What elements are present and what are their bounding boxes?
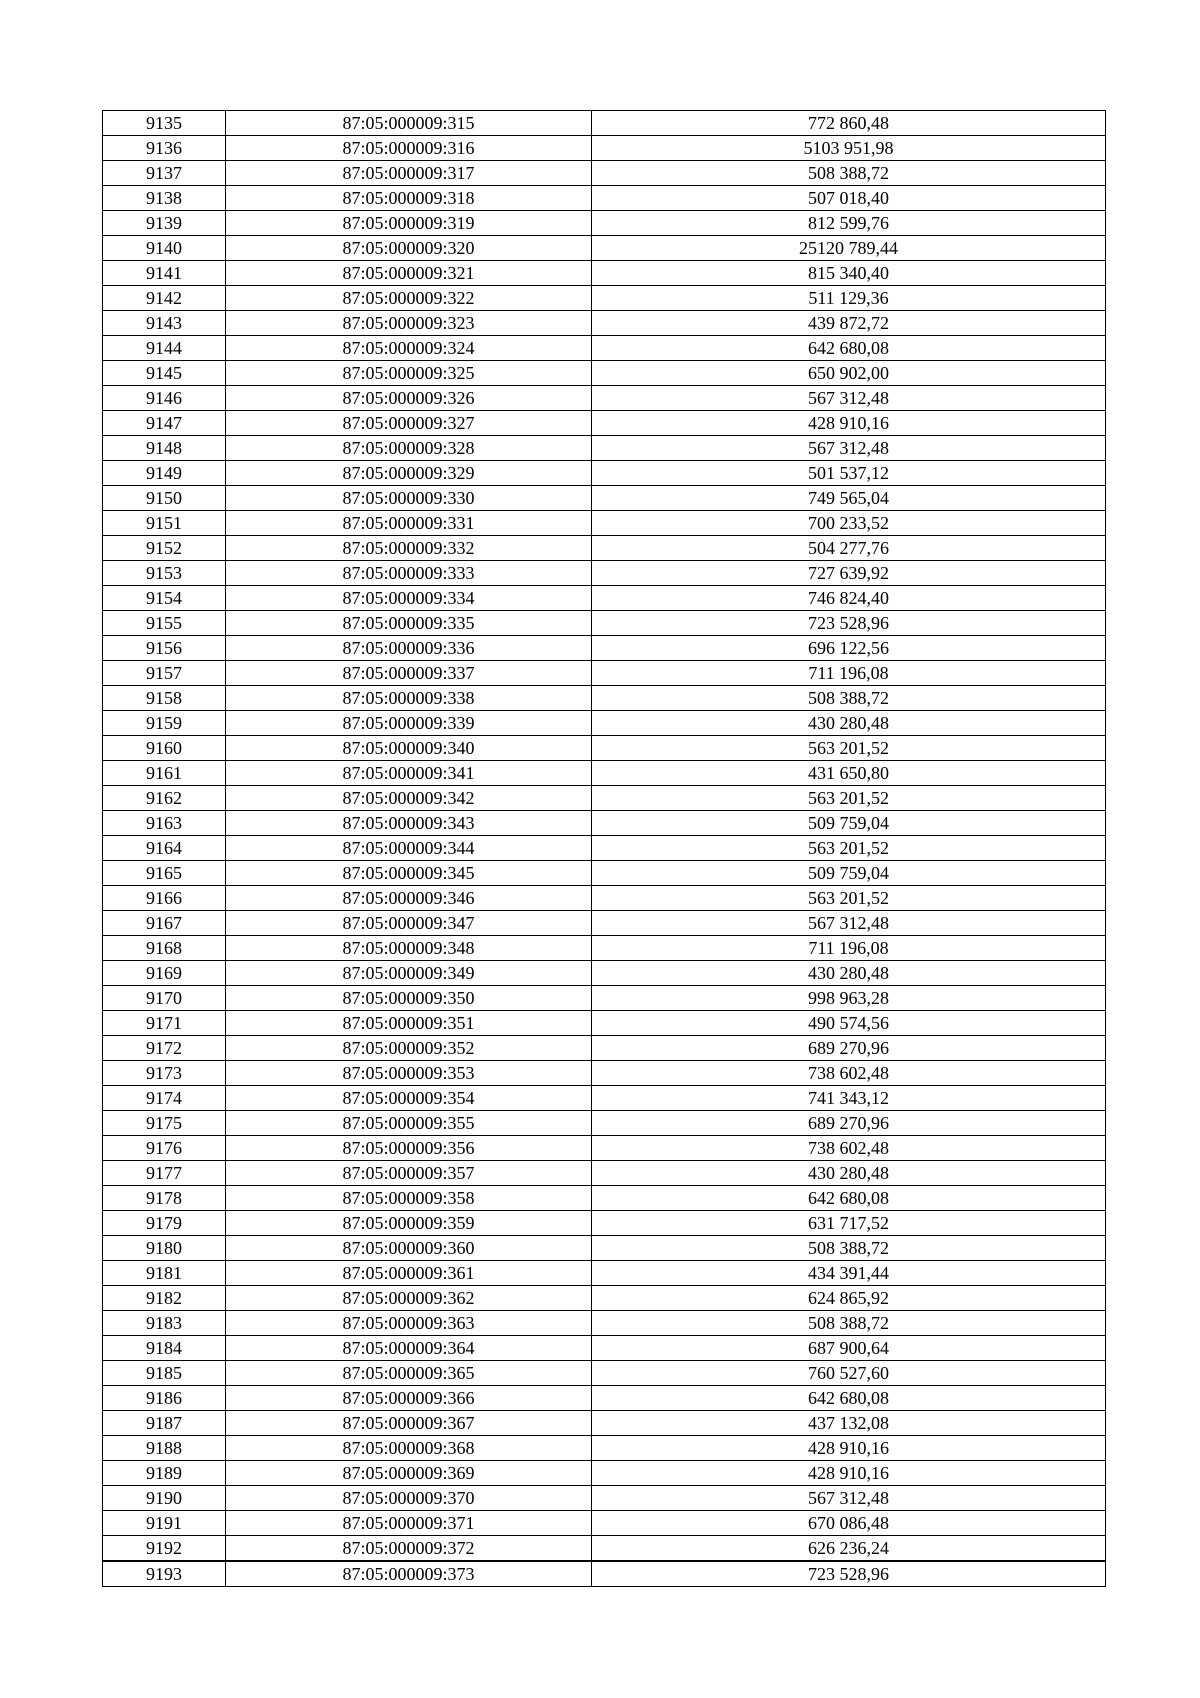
table-row <box>103 1511 1106 1536</box>
row-number-cell: 9142 <box>103 286 226 311</box>
row-number-cell: 9183 <box>103 1311 226 1336</box>
table-row <box>103 336 1106 361</box>
cadastral-number-cell: 87:05:000009:360 <box>226 1236 592 1261</box>
cadastral-value-cell: 727 639,92 <box>592 561 1106 586</box>
cadastral-number-cell: 87:05:000009:332 <box>226 536 592 561</box>
row-number-cell: 9170 <box>103 986 226 1011</box>
table-row <box>103 461 1106 486</box>
cadastral-number-cell: 87:05:000009:331 <box>226 511 592 536</box>
cadastral-value-cell: 711 196,08 <box>592 936 1106 961</box>
row-number-cell: 9172 <box>103 1036 226 1061</box>
cadastral-number-cell: 87:05:000009:339 <box>226 711 592 736</box>
cadastral-value-cell: 437 132,08 <box>592 1411 1106 1436</box>
cadastral-number-cell: 87:05:000009:348 <box>226 936 592 961</box>
row-number-cell: 9136 <box>103 136 226 161</box>
table-row <box>103 1561 1106 1587</box>
cadastral-number-cell: 87:05:000009:328 <box>226 436 592 461</box>
table-row <box>103 386 1106 411</box>
table-row <box>103 361 1106 386</box>
cadastral-number-cell: 87:05:000009:337 <box>226 661 592 686</box>
cadastral-number-cell: 87:05:000009:321 <box>226 261 592 286</box>
row-number-cell: 9135 <box>103 111 226 136</box>
row-number-cell: 9176 <box>103 1136 226 1161</box>
row-number-cell: 9140 <box>103 236 226 261</box>
row-number-cell: 9173 <box>103 1061 226 1086</box>
row-number-cell: 9145 <box>103 361 226 386</box>
cadastral-value-cell: 508 388,72 <box>592 686 1106 711</box>
cadastral-value-cell: 723 528,96 <box>592 611 1106 636</box>
cadastral-number-cell: 87:05:000009:367 <box>226 1411 592 1436</box>
cadastral-number-cell: 87:05:000009:317 <box>226 161 592 186</box>
row-number-cell: 9137 <box>103 161 226 186</box>
cadastral-number-cell: 87:05:000009:350 <box>226 986 592 1011</box>
row-number-cell: 9179 <box>103 1211 226 1236</box>
row-number-cell: 9150 <box>103 486 226 511</box>
row-number-cell: 9164 <box>103 836 226 861</box>
cadastral-number-cell: 87:05:000009:346 <box>226 886 592 911</box>
cadastral-number-cell: 87:05:000009:326 <box>226 386 592 411</box>
cadastral-number-cell: 87:05:000009:325 <box>226 361 592 386</box>
table-row <box>103 836 1106 861</box>
cadastral-number-cell: 87:05:000009:330 <box>226 486 592 511</box>
row-number-cell: 9156 <box>103 636 226 661</box>
cadastral-number-cell: 87:05:000009:363 <box>226 1311 592 1336</box>
table-row <box>103 1536 1106 1562</box>
table-row <box>103 1436 1106 1461</box>
row-number-cell: 9180 <box>103 1236 226 1261</box>
row-number-cell: 9147 <box>103 411 226 436</box>
cadastral-value-cell: 741 343,12 <box>592 1086 1106 1111</box>
row-number-cell: 9151 <box>103 511 226 536</box>
table-row <box>103 861 1106 886</box>
cadastral-value-cell: 711 196,08 <box>592 661 1106 686</box>
row-number-cell: 9192 <box>103 1536 226 1562</box>
row-number-cell: 9165 <box>103 861 226 886</box>
cadastral-value-cell: 696 122,56 <box>592 636 1106 661</box>
row-number-cell: 9149 <box>103 461 226 486</box>
cadastral-number-cell: 87:05:000009:341 <box>226 761 592 786</box>
row-number-cell: 9152 <box>103 536 226 561</box>
cadastral-value-cell: 700 233,52 <box>592 511 1106 536</box>
cadastral-number-cell: 87:05:000009:342 <box>226 786 592 811</box>
cadastral-value-cell: 501 537,12 <box>592 461 1106 486</box>
row-number-cell: 9191 <box>103 1511 226 1536</box>
cadastral-value-cell: 563 201,52 <box>592 836 1106 861</box>
table-row <box>103 1361 1106 1386</box>
cadastral-value-cell: 670 086,48 <box>592 1511 1106 1536</box>
cadastral-value-cell: 624 865,92 <box>592 1286 1106 1311</box>
cadastral-value-cell: 687 900,64 <box>592 1336 1106 1361</box>
table-row <box>103 686 1106 711</box>
cadastral-number-cell: 87:05:000009:368 <box>226 1436 592 1461</box>
row-number-cell: 9178 <box>103 1186 226 1211</box>
row-number-cell: 9159 <box>103 711 226 736</box>
table-row <box>103 211 1106 236</box>
row-number-cell: 9139 <box>103 211 226 236</box>
cadastral-value-cell: 749 565,04 <box>592 486 1106 511</box>
cadastral-value-cell: 723 528,96 <box>592 1561 1106 1587</box>
cadastral-number-cell: 87:05:000009:351 <box>226 1011 592 1036</box>
table-row <box>103 586 1106 611</box>
row-number-cell: 9171 <box>103 1011 226 1036</box>
row-number-cell: 9153 <box>103 561 226 586</box>
cadastral-value-cell: 504 277,76 <box>592 536 1106 561</box>
cadastral-number-cell: 87:05:000009:345 <box>226 861 592 886</box>
cadastral-value-cell: 430 280,48 <box>592 1161 1106 1186</box>
cadastral-number-cell: 87:05:000009:347 <box>226 911 592 936</box>
row-number-cell: 9188 <box>103 1436 226 1461</box>
table-row <box>103 486 1106 511</box>
cadastral-value-cell: 508 388,72 <box>592 161 1106 186</box>
cadastral-number-cell: 87:05:000009:366 <box>226 1386 592 1411</box>
table-row <box>103 636 1106 661</box>
cadastral-number-cell: 87:05:000009:369 <box>226 1461 592 1486</box>
cadastral-number-cell: 87:05:000009:352 <box>226 1036 592 1061</box>
table-row <box>103 261 1106 286</box>
row-number-cell: 9189 <box>103 1461 226 1486</box>
row-number-cell: 9146 <box>103 386 226 411</box>
cadastral-number-cell: 87:05:000009:338 <box>226 686 592 711</box>
table-row <box>103 761 1106 786</box>
row-number-cell: 9167 <box>103 911 226 936</box>
table-row <box>103 1136 1106 1161</box>
cadastral-number-cell: 87:05:000009:364 <box>226 1336 592 1361</box>
cadastral-number-cell: 87:05:000009:349 <box>226 961 592 986</box>
table-row <box>103 811 1106 836</box>
table-row <box>103 286 1106 311</box>
cadastral-value-cell: 428 910,16 <box>592 411 1106 436</box>
table-row <box>103 736 1106 761</box>
cadastral-value-cell: 689 270,96 <box>592 1111 1106 1136</box>
table-row <box>103 611 1106 636</box>
cadastral-value-cell: 567 312,48 <box>592 436 1106 461</box>
row-number-cell: 9161 <box>103 761 226 786</box>
table-row <box>103 136 1106 161</box>
table-row <box>103 961 1106 986</box>
table-row <box>103 911 1106 936</box>
table-row <box>103 186 1106 211</box>
table-row <box>103 511 1106 536</box>
cadastral-value-cell: 563 201,52 <box>592 736 1106 761</box>
cadastral-value-table <box>102 110 1106 1587</box>
table-row <box>103 411 1106 436</box>
cadastral-number-cell: 87:05:000009:361 <box>226 1261 592 1286</box>
row-number-cell: 9138 <box>103 186 226 211</box>
row-number-cell: 9186 <box>103 1386 226 1411</box>
cadastral-number-cell: 87:05:000009:365 <box>226 1361 592 1386</box>
table-row <box>103 886 1106 911</box>
cadastral-value-cell: 738 602,48 <box>592 1136 1106 1161</box>
cadastral-value-cell: 490 574,56 <box>592 1011 1106 1036</box>
cadastral-number-cell: 87:05:000009:343 <box>226 811 592 836</box>
row-number-cell: 9174 <box>103 1086 226 1111</box>
table-row <box>103 1111 1106 1136</box>
cadastral-value-cell: 567 312,48 <box>592 386 1106 411</box>
cadastral-value-cell: 998 963,28 <box>592 986 1106 1011</box>
cadastral-value-cell: 507 018,40 <box>592 186 1106 211</box>
table-row <box>103 436 1106 461</box>
cadastral-value-cell: 689 270,96 <box>592 1036 1106 1061</box>
cadastral-value-cell: 428 910,16 <box>592 1436 1106 1461</box>
cadastral-value-cell: 430 280,48 <box>592 961 1106 986</box>
table-row <box>103 311 1106 336</box>
row-number-cell: 9157 <box>103 661 226 686</box>
table-row <box>103 1461 1106 1486</box>
table-row <box>103 1236 1106 1261</box>
table-row <box>103 1386 1106 1411</box>
row-number-cell: 9166 <box>103 886 226 911</box>
cadastral-number-cell: 87:05:000009:354 <box>226 1086 592 1111</box>
table-row <box>103 1211 1106 1236</box>
cadastral-value-cell: 631 717,52 <box>592 1211 1106 1236</box>
table-row <box>103 161 1106 186</box>
cadastral-number-cell: 87:05:000009:344 <box>226 836 592 861</box>
row-number-cell: 9175 <box>103 1111 226 1136</box>
table-row <box>103 1086 1106 1111</box>
cadastral-value-cell: 642 680,08 <box>592 336 1106 361</box>
cadastral-number-cell: 87:05:000009:359 <box>226 1211 592 1236</box>
cadastral-number-cell: 87:05:000009:318 <box>226 186 592 211</box>
cadastral-value-cell: 508 388,72 <box>592 1311 1106 1336</box>
cadastral-number-cell: 87:05:000009:335 <box>226 611 592 636</box>
row-number-cell: 9184 <box>103 1336 226 1361</box>
cadastral-number-cell: 87:05:000009:370 <box>226 1486 592 1511</box>
row-number-cell: 9193 <box>103 1561 226 1587</box>
table-body <box>103 111 1106 1587</box>
table-row <box>103 1411 1106 1436</box>
table-row <box>103 1011 1106 1036</box>
row-number-cell: 9154 <box>103 586 226 611</box>
cadastral-number-cell: 87:05:000009:322 <box>226 286 592 311</box>
cadastral-number-cell: 87:05:000009:353 <box>226 1061 592 1086</box>
table-row <box>103 1061 1106 1086</box>
cadastral-value-cell: 5103 951,98 <box>592 136 1106 161</box>
row-number-cell: 9155 <box>103 611 226 636</box>
cadastral-value-cell: 567 312,48 <box>592 911 1106 936</box>
cadastral-value-cell: 430 280,48 <box>592 711 1106 736</box>
table-row <box>103 1161 1106 1186</box>
row-number-cell: 9168 <box>103 936 226 961</box>
cadastral-value-cell: 25120 789,44 <box>592 236 1106 261</box>
table-row <box>103 1186 1106 1211</box>
row-number-cell: 9158 <box>103 686 226 711</box>
cadastral-value-cell: 563 201,52 <box>592 886 1106 911</box>
cadastral-number-cell: 87:05:000009:355 <box>226 1111 592 1136</box>
row-number-cell: 9181 <box>103 1261 226 1286</box>
cadastral-number-cell: 87:05:000009:315 <box>226 111 592 136</box>
cadastral-value-cell: 508 388,72 <box>592 1236 1106 1261</box>
table-row <box>103 661 1106 686</box>
cadastral-value-cell: 428 910,16 <box>592 1461 1106 1486</box>
cadastral-number-cell: 87:05:000009:316 <box>226 136 592 161</box>
cadastral-number-cell: 87:05:000009:357 <box>226 1161 592 1186</box>
cadastral-number-cell: 87:05:000009:327 <box>226 411 592 436</box>
row-number-cell: 9143 <box>103 311 226 336</box>
cadastral-value-cell: 626 236,24 <box>592 1536 1106 1562</box>
cadastral-number-cell: 87:05:000009:371 <box>226 1511 592 1536</box>
row-number-cell: 9141 <box>103 261 226 286</box>
row-number-cell: 9177 <box>103 1161 226 1186</box>
table-row <box>103 711 1106 736</box>
table-row <box>103 986 1106 1011</box>
cadastral-value-cell: 738 602,48 <box>592 1061 1106 1086</box>
cadastral-number-cell: 87:05:000009:319 <box>226 211 592 236</box>
row-number-cell: 9160 <box>103 736 226 761</box>
cadastral-value-cell: 509 759,04 <box>592 811 1106 836</box>
row-number-cell: 9169 <box>103 961 226 986</box>
cadastral-value-cell: 431 650,80 <box>592 761 1106 786</box>
table-row <box>103 1336 1106 1361</box>
cadastral-value-cell: 511 129,36 <box>592 286 1106 311</box>
cadastral-value-cell: 746 824,40 <box>592 586 1106 611</box>
cadastral-number-cell: 87:05:000009:324 <box>226 336 592 361</box>
cadastral-number-cell: 87:05:000009:323 <box>226 311 592 336</box>
table-row <box>103 236 1106 261</box>
table-row <box>103 1286 1106 1311</box>
cadastral-value-cell: 509 759,04 <box>592 861 1106 886</box>
cadastral-value-cell: 815 340,40 <box>592 261 1106 286</box>
row-number-cell: 9190 <box>103 1486 226 1511</box>
row-number-cell: 9148 <box>103 436 226 461</box>
cadastral-value-cell: 760 527,60 <box>592 1361 1106 1386</box>
cadastral-number-cell: 87:05:000009:333 <box>226 561 592 586</box>
cadastral-number-cell: 87:05:000009:320 <box>226 236 592 261</box>
row-number-cell: 9162 <box>103 786 226 811</box>
table-row <box>103 1486 1106 1511</box>
table-row <box>103 536 1106 561</box>
table-row <box>103 111 1106 136</box>
cadastral-value-cell: 567 312,48 <box>592 1486 1106 1511</box>
cadastral-number-cell: 87:05:000009:336 <box>226 636 592 661</box>
table-row <box>103 786 1106 811</box>
cadastral-value-cell: 650 902,00 <box>592 361 1106 386</box>
row-number-cell: 9182 <box>103 1286 226 1311</box>
row-number-cell: 9144 <box>103 336 226 361</box>
table-row <box>103 1261 1106 1286</box>
row-number-cell: 9163 <box>103 811 226 836</box>
cadastral-value-cell: 439 872,72 <box>592 311 1106 336</box>
cadastral-number-cell: 87:05:000009:356 <box>226 1136 592 1161</box>
cadastral-number-cell: 87:05:000009:373 <box>226 1561 592 1587</box>
table-row <box>103 1311 1106 1336</box>
cadastral-value-cell: 812 599,76 <box>592 211 1106 236</box>
cadastral-number-cell: 87:05:000009:362 <box>226 1286 592 1311</box>
cadastral-number-cell: 87:05:000009:329 <box>226 461 592 486</box>
row-number-cell: 9185 <box>103 1361 226 1386</box>
cadastral-value-cell: 642 680,08 <box>592 1386 1106 1411</box>
cadastral-value-cell: 563 201,52 <box>592 786 1106 811</box>
table-row <box>103 1036 1106 1061</box>
cadastral-number-cell: 87:05:000009:334 <box>226 586 592 611</box>
cadastral-value-cell: 642 680,08 <box>592 1186 1106 1211</box>
cadastral-number-cell: 87:05:000009:372 <box>226 1536 592 1562</box>
cadastral-number-cell: 87:05:000009:340 <box>226 736 592 761</box>
table-row <box>103 936 1106 961</box>
cadastral-value-cell: 772 860,48 <box>592 111 1106 136</box>
cadastral-number-cell: 87:05:000009:358 <box>226 1186 592 1211</box>
row-number-cell: 9187 <box>103 1411 226 1436</box>
table-row <box>103 561 1106 586</box>
cadastral-value-cell: 434 391,44 <box>592 1261 1106 1286</box>
